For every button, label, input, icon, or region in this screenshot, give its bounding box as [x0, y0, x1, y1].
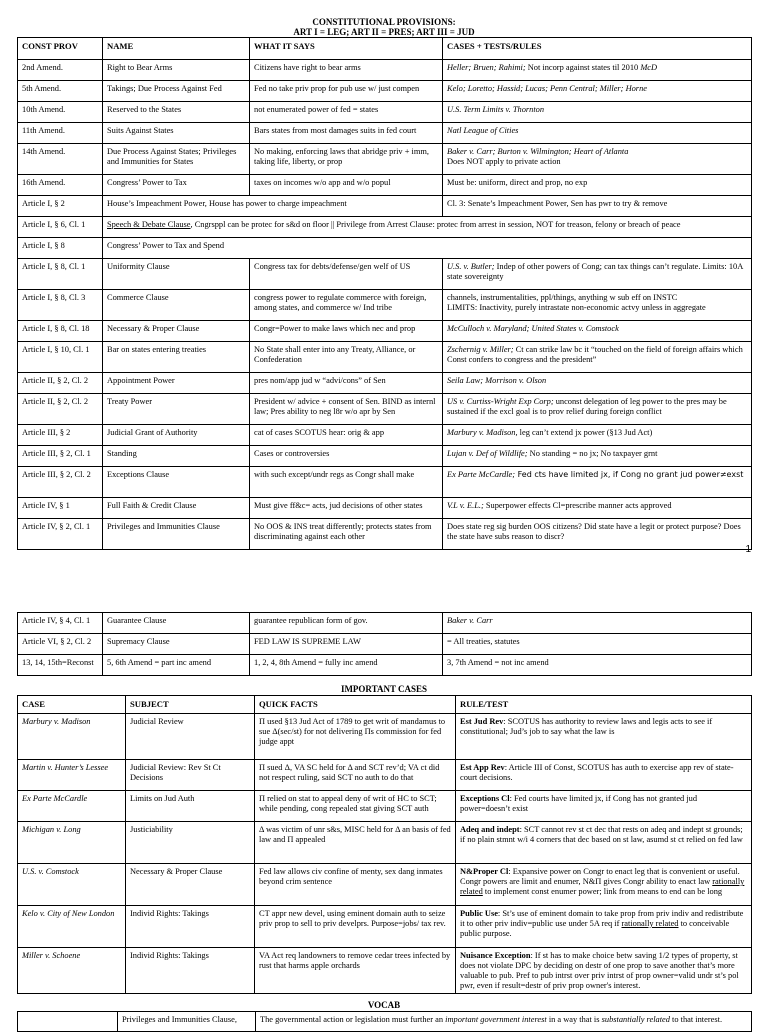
cases-rule-text: Not incorp against states til 2010 — [525, 63, 641, 72]
cases-text: U.S. Term Limits v. Thornton — [447, 105, 545, 114]
case-subject-cell: Limits on Jud Auth — [126, 791, 255, 822]
cases-text: Heller; Bruen; Rahimi; — [447, 63, 526, 72]
vocab-table — [17, 1011, 752, 1032]
cases-text: V.L v. E.L.; — [447, 501, 484, 510]
provision-row — [18, 196, 752, 217]
provision-cell: Article I, § 8, Cl. 3 — [18, 290, 103, 321]
case-name-cell — [18, 822, 126, 864]
provision-row — [18, 175, 752, 196]
header-case: CASE — [18, 696, 126, 714]
cases-text: Ex Parte McCardle; — [447, 470, 516, 479]
provision-row — [18, 321, 752, 342]
important-cases-table — [17, 695, 752, 994]
cases-rule-text: Fed cts have limited jx, if Cong no grant jud power≠exst — [515, 470, 744, 479]
provision-row — [18, 498, 752, 519]
case-name: Michigan v. Long — [22, 825, 81, 834]
provision-row — [18, 102, 752, 123]
important-cases-title: IMPORTANT CASES — [340, 684, 428, 694]
says-cell: not enumerated power of fed = states — [250, 102, 443, 123]
vocab-term: Privileges and Immunities Clause, — [118, 1012, 256, 1032]
name-cell: Due Process Against States; Privileges and Immunities for States — [103, 144, 250, 175]
header-const-prov: CONST PROV — [18, 38, 103, 60]
provisions-table-continued — [17, 612, 752, 676]
case-subject-cell: Individ Rights: Takings — [126, 948, 255, 994]
provision-row — [18, 634, 752, 655]
vocab-def-text-2: in a way that is — [546, 1015, 602, 1024]
vocab-title: VOCAB — [367, 1000, 401, 1010]
provision-cell: Article IV, § 4, Cl. 1 — [18, 613, 103, 634]
rule-text: : SCT cannot rev st ct dec that rests on adeq and indept st grounds; if no plain stmnt w/i 4 corners that dec based on st law, asumd st ct relied on fed law — [460, 825, 743, 844]
rule-name: Public Use — [460, 909, 498, 918]
case-facts-cell: VA Act req landowners to remove cedar trees infected by rust that harms apple orchards — [255, 948, 456, 994]
provision-row — [18, 519, 752, 550]
rule-text: : St’s use of eminent domain to take prop from priv indiv and redistribute it to other priv indiv=public use under 5A req if — [460, 909, 744, 928]
provision-cell: Article I, § 8 — [18, 238, 103, 259]
case-name: Marbury v. Madison — [22, 717, 91, 726]
case-subject-cell: Justiciability — [126, 822, 255, 864]
name-cell: Commerce Clause — [103, 290, 250, 321]
cases-cell — [443, 290, 752, 321]
vocab-def-text-3: to that interest. — [669, 1015, 723, 1024]
case-name-cell — [18, 864, 126, 906]
case-name-cell — [18, 948, 126, 994]
cases-cell — [443, 144, 752, 175]
provision-row — [18, 290, 752, 321]
clause-name: Speech & Debate Clause — [107, 220, 191, 229]
says-cell: Citizens have right to bear arms — [250, 60, 443, 81]
provision-row — [18, 394, 752, 425]
provision-row — [18, 373, 752, 394]
case-name: U.S. v. Comstock — [22, 867, 79, 876]
case-row — [18, 906, 752, 948]
provision-cell: Article I, § 10, Cl. 1 — [18, 342, 103, 373]
cases-text: Must be: uniform, direct and prop, no exp — [447, 178, 588, 187]
case-name-cell — [18, 760, 126, 791]
cases-text: US v. Curtiss-Wright Exp Corp; — [447, 397, 554, 406]
header-what-it-says: WHAT IT SAYS — [250, 38, 443, 60]
case-row — [18, 791, 752, 822]
provision-row — [18, 446, 752, 467]
provision-row — [18, 613, 752, 634]
cases-text: Cl. 3: Senate’s Impeachment Power, Sen has pwr to try & remove — [447, 199, 668, 208]
provision-cell: Article III, § 2, Cl. 1 — [18, 446, 103, 467]
provision-cell: 5th Amend. — [18, 81, 103, 102]
case-rule-cell — [456, 791, 752, 822]
case-subject-cell: Necessary & Proper Clause — [126, 864, 255, 906]
provision-cell: Article I, § 6, Cl. 1 — [18, 217, 103, 238]
cases-rule-text: LIMITS: Inactivity, purely intrastate non-economic actvy unless in aggregate — [447, 303, 706, 312]
case-row — [18, 864, 752, 906]
header-cases: CASES + TESTS/RULES — [443, 38, 752, 60]
case-name-cell — [18, 906, 126, 948]
cases-text: U.S. v. Butler; — [447, 262, 495, 271]
says-cell: 1, 2, 4, 8th Amend = fully inc amend — [250, 655, 443, 676]
cases-cell — [443, 467, 752, 498]
header-rule-test: RULE/TEST — [456, 696, 752, 714]
case-row — [18, 760, 752, 791]
case-rule-cell — [456, 864, 752, 906]
page-title — [0, 17, 768, 37]
rule-text: : If st has to make choice betw saving 1/2 types of property, st does not violate DPC by deciding on destr of one prop to save another that’s more valuable to pub. Pref to pub intrst over priv intrst of prop owner=valid undr st’s pol pwr, even if result=destr of priv prop owner's interest. — [460, 951, 739, 990]
rule-name: N&Proper Cl — [460, 867, 509, 876]
cases-text: Does state reg sig burden OOS citizens? Did state have a legit or protect purpose? Does the state have subs reason to discr? — [447, 522, 741, 541]
says-cell: No OOS & INS treat differently; protects states from discriminating against each other — [250, 519, 443, 550]
says-cell: Must give ff&c= acts, jud decisions of other states — [250, 498, 443, 519]
says-cell: FED LAW IS SUPREME LAW — [250, 634, 443, 655]
cases-cell — [443, 321, 752, 342]
provision-cell: 11th Amend. — [18, 123, 103, 144]
name-cell: Treaty Power — [103, 394, 250, 425]
title-line-1: CONSTITUTIONAL PROVISIONS: — [312, 17, 456, 27]
provision-row — [18, 259, 752, 290]
provision-merged-cell — [103, 217, 752, 238]
name-cell: Standing — [103, 446, 250, 467]
vocab-def-italic: important government interest — [445, 1015, 547, 1024]
name-cell: Appointment Power — [103, 373, 250, 394]
provision-row — [18, 81, 752, 102]
merged-text: Congress’ Power to Tax and Spend — [107, 241, 225, 250]
says-cell: No State shall enter into any Treaty, Alliance, or Confederation — [250, 342, 443, 373]
provision-cell: 2nd Amend. — [18, 60, 103, 81]
cases-cell — [443, 519, 752, 550]
rule-underlined: rationally related — [621, 919, 679, 928]
cases-rule-text: Ct can strike law bc it “touched on the field of foreign affairs which Const confers to congress and the president” — [447, 345, 743, 364]
cases-text: Baker v. Carr; Burton v. Wilmington; Heart of Atlanta — [447, 147, 629, 156]
cases-cell — [443, 81, 752, 102]
provision-row — [18, 655, 752, 676]
title-line-2: ART I = LEG; ART II = PRES; ART III = JUD — [293, 27, 475, 37]
provision-cell: 16th Amend. — [18, 175, 103, 196]
cases-cell — [443, 175, 752, 196]
provision-cell: 13, 14, 15th=Reconst — [18, 655, 103, 676]
name-cell: Takings; Due Process Against Fed — [103, 81, 250, 102]
case-name: Kelo v. City of New London — [22, 909, 115, 918]
case-rule-cell — [456, 714, 752, 760]
provision-cell: Article II, § 2, Cl. 2 — [18, 394, 103, 425]
cases-text: Seila Law; Morrison v. Olson — [447, 376, 547, 385]
cases-text: Natl League of Cities — [447, 126, 519, 135]
merged-text: House’s Impeachment Power, House has power to charge impeachment — [107, 199, 347, 208]
cases-text: Zschernig v. Miller; — [447, 345, 514, 354]
says-cell: Cases or controversies — [250, 446, 443, 467]
case-facts-cell: CT appr new devel, using eminent domain auth to seize priv prop to sell to priv develprs. Purpose=jobs/ tax rev. — [255, 906, 456, 948]
cases-text: Lujan v. Def of Wildlife; — [447, 449, 528, 458]
cases-cell — [443, 60, 752, 81]
name-cell: Full Faith & Credit Clause — [103, 498, 250, 519]
case-facts-cell: Δ was victim of unr s&s, MISC held for Δ an basis of fed law and Π appealed — [255, 822, 456, 864]
page-number: 1 — [745, 544, 751, 555]
case-row — [18, 822, 752, 864]
says-cell: Bars states from most damages suits in fed court — [250, 123, 443, 144]
cases-cell — [443, 123, 752, 144]
provision-row — [18, 144, 752, 175]
cases-rule-text: No standing = no jx; No taxpayer grnt — [527, 449, 658, 458]
rule-text: : Article III of Const, SCOTUS has auth to exercise app rev of state-court decisions. — [460, 763, 734, 782]
says-cell: President w/ advice + consent of Sen. BIND as internl law; Pres ability to neg l8r w/o apr by Sen — [250, 394, 443, 425]
cases-text: Marbury v. Madison, — [447, 428, 518, 437]
rule-underlined: rationally related — [460, 877, 745, 896]
name-cell: Right to Bear Arms — [103, 60, 250, 81]
case-name: Martin v. Hunter’s Lessee — [22, 763, 109, 772]
name-cell: Necessary & Proper Clause — [103, 321, 250, 342]
cases-text: = All treaties, statutes — [447, 637, 520, 646]
name-cell: Reserved to the States — [103, 102, 250, 123]
cases-text: channels, instrumentalities, ppl/things, anything w sub eff on INSTC — [447, 293, 678, 302]
provision-row — [18, 123, 752, 144]
provision-merged-cell — [103, 196, 443, 217]
name-cell: Bar on states entering treaties — [103, 342, 250, 373]
cases-text: McCulloch v. Maryland; United States v. Comstock — [447, 324, 619, 333]
provision-row — [18, 467, 752, 498]
rule-name: Est App Rev — [460, 763, 505, 772]
provisions-table — [17, 37, 752, 550]
cases-cell — [443, 259, 752, 290]
rule-name: Nuisance Exception — [460, 951, 531, 960]
name-cell: Privileges and Immunities Clause — [103, 519, 250, 550]
case-facts-cell: Π sued Δ, VA SC held for Δ and SCT rev’d; VA ct did not respect ruling, said SCT no auth to do that — [255, 760, 456, 791]
provision-cell: Article I, § 8, Cl. 18 — [18, 321, 103, 342]
name-cell: Guarantee Clause — [103, 613, 250, 634]
case-subject-cell: Judicial Review: Rev St Ct Decisions — [126, 760, 255, 791]
case-rule-cell — [456, 760, 752, 791]
case-name-cell — [18, 791, 126, 822]
says-cell: with such except/undr regs as Congr shall make — [250, 467, 443, 498]
vocab-definition — [256, 1012, 752, 1032]
case-facts-cell: Fed law allows civ confine of menty, sex dang inmates beyond crim sentence — [255, 864, 456, 906]
cases-text: Kelo; Loretto; Hassid; Lucas; Penn Central; Miller; Horne — [447, 84, 647, 93]
rule-text-2: to conceivable public purpose. — [460, 919, 730, 938]
case-rule-cell — [456, 822, 752, 864]
name-cell: Suits Against States — [103, 123, 250, 144]
case-name-cell — [18, 714, 126, 760]
cases-rule-text: leg can’t extend jx power (§13 Jud Act) — [517, 428, 653, 437]
rule-name: Adeq and indept — [460, 825, 520, 834]
case-row — [18, 714, 752, 760]
provision-cell: Article III, § 2 — [18, 425, 103, 446]
provision-row — [18, 217, 752, 238]
name-cell: Supremacy Clause — [103, 634, 250, 655]
case-facts-cell: Π relied on stat to appeal deny of writ of HC to SCT; while pending, cong repealed stat giving SCT auth — [255, 791, 456, 822]
provision-cell: Article I, § 8, Cl. 1 — [18, 259, 103, 290]
cases-cell — [443, 655, 752, 676]
says-cell: congress power to regulate commerce with foreign, among states, and commerce w/ Ind tribe — [250, 290, 443, 321]
provision-merged-cell — [103, 238, 752, 259]
says-cell: cat of cases SCOTUS hear: orig & app — [250, 425, 443, 446]
says-cell: guarantee republican form of gov. — [250, 613, 443, 634]
provision-cell: 14th Amend. — [18, 144, 103, 175]
provision-cell: Article II, § 2, Cl. 2 — [18, 373, 103, 394]
rule-text: : Expansive power on Congr to enact leg that is convenient or useful. Congr powers are limit and enumer, N&Π gives Congr ability to enact law — [460, 867, 740, 886]
says-cell: taxes on incomes w/o app and w/o popul — [250, 175, 443, 196]
vocab-blank-cell — [18, 1012, 118, 1032]
cases-cell — [443, 613, 752, 634]
cases-cell — [443, 446, 752, 467]
rule-text: : Fed courts have limited jx, if Cong has not granted jud power=doesn’t exist — [460, 794, 698, 813]
provision-row — [18, 238, 752, 259]
name-cell: Congress’ Power to Tax — [103, 175, 250, 196]
cases-rule-text: Indep of other powers of Cong; can tax things can’t regulate. Limits: 10A state sovereignty — [447, 262, 743, 281]
case-name: Ex Parte McCardle — [22, 794, 88, 803]
provision-cell: Article IV, § 2, Cl. 1 — [18, 519, 103, 550]
name-cell: Uniformity Clause — [103, 259, 250, 290]
rule-text-2: to implement const enumer power; link from means to end can be long — [482, 887, 723, 896]
provision-cell: Article VI, § 2, Cl. 2 — [18, 634, 103, 655]
cases-cell — [443, 102, 752, 123]
rule-name: Est Jud Rev — [460, 717, 504, 726]
cases-rule-text: Does NOT apply to private action — [447, 157, 561, 166]
name-cell: 5, 6th Amend = part inc amend — [103, 655, 250, 676]
provision-row — [18, 342, 752, 373]
says-cell: Congress tax for debts/defense/gen welf of US — [250, 259, 443, 290]
case-name: Miller v. Schoene — [22, 951, 81, 960]
cases-cell — [443, 196, 752, 217]
provision-cell: Article IV, § 1 — [18, 498, 103, 519]
header-name: NAME — [103, 38, 250, 60]
cases-cell — [443, 634, 752, 655]
provision-cell: 10th Amend. — [18, 102, 103, 123]
says-cell: Fed no take priv prop for pub use w/ just compen — [250, 81, 443, 102]
case-rule-cell — [456, 948, 752, 994]
provision-row — [18, 60, 752, 81]
cases-text: 3, 7th Amend = not inc amend — [447, 658, 549, 667]
case-subject-cell: Individ Rights: Takings — [126, 906, 255, 948]
rule-text: : SCOTUS has authority to review laws and legis acts to see if constitutional; Jud’s job to say what the law is — [460, 717, 713, 736]
says-cell: No making, enforcing laws that abridge priv + imm, taking life, liberty, or prop — [250, 144, 443, 175]
cases-italic-text: McD — [640, 63, 658, 72]
cases-cell — [443, 498, 752, 519]
case-facts-cell: Π used §13 Jud Act of 1789 to get writ of mandamus to sue Δ(sec/st) for not delivering Πs commission for fed judge appt — [255, 714, 456, 760]
cases-rule-text: Superpower effects Cl=prescribe manner acts approved — [483, 501, 672, 510]
cases-text: Baker v. Carr — [447, 616, 493, 625]
header-subject: SUBJECT — [126, 696, 255, 714]
header-quick-facts: QUICK FACTS — [255, 696, 456, 714]
provision-row — [18, 425, 752, 446]
case-row — [18, 948, 752, 994]
merged-text: , Cngrsppl can be protec for s&d on floor || Privilege from Arrest Clause: protec from arrest in session, NOT for treason, felony or breach of peace — [190, 220, 681, 229]
says-cell: Congr=Power to make laws which nec and prop — [250, 321, 443, 342]
cases-rule-text: unconst delegation of leg power to the pres may be sustained if the excl goal is to prov relief during foreign conflict — [447, 397, 727, 416]
rule-name: Exceptions Cl — [460, 794, 510, 803]
provision-cell: Article III, § 2, Cl. 2 — [18, 467, 103, 498]
cases-cell — [443, 373, 752, 394]
case-subject-cell: Judicial Review — [126, 714, 255, 760]
cases-cell — [443, 394, 752, 425]
says-cell: pres nom/app jud w “advi/cons” of Sen — [250, 373, 443, 394]
cases-cell — [443, 425, 752, 446]
case-rule-cell — [456, 906, 752, 948]
vocab-def-text: The governmental action or legislation must further an — [260, 1015, 446, 1024]
name-cell: Judicial Grant of Authority — [103, 425, 250, 446]
cases-cell — [443, 342, 752, 373]
vocab-def-italic-2: substantially related — [601, 1015, 670, 1024]
name-cell: Exceptions Clause — [103, 467, 250, 498]
provision-cell: Article I, § 2 — [18, 196, 103, 217]
